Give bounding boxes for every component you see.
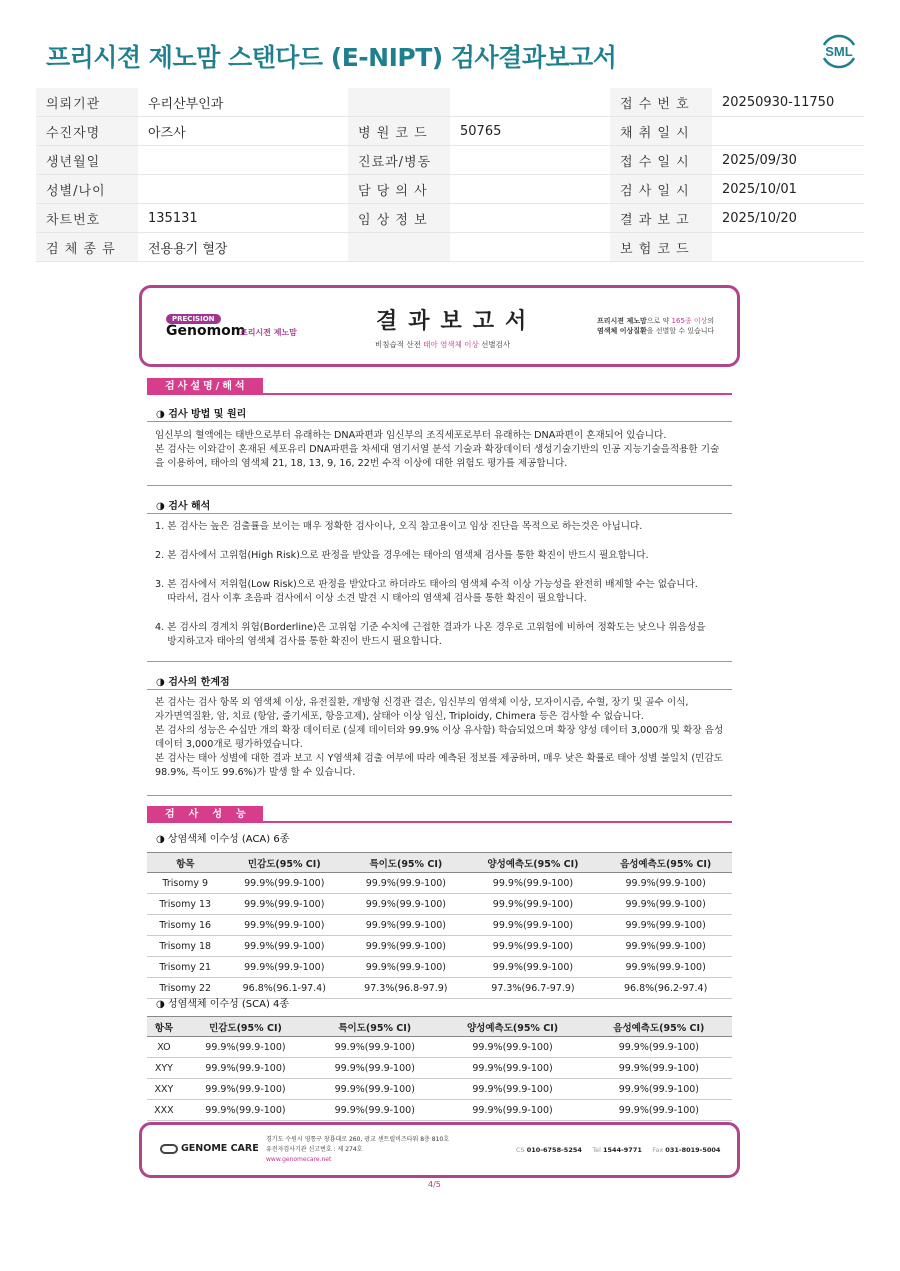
info-label: 접 수 번 호 <box>610 88 712 117</box>
table-cell: 99.9%(99.9-100) <box>467 915 600 936</box>
table-row <box>147 1100 732 1121</box>
info-value: 아즈사 <box>138 117 348 146</box>
section-bar-performance: 검사성능 <box>147 806 263 823</box>
table-cell: Trisomy 21 <box>147 957 224 978</box>
table-cell: 99.9%(99.9-100) <box>310 1100 439 1121</box>
table-header: 민감도(95% CI) <box>224 853 346 873</box>
table-cell: 99.9%(99.9-100) <box>439 1100 585 1121</box>
text-line: 을 이용하여, 태아의 염색체 21, 18, 13, 9, 16, 22번 수적 이상에 대한 위험도 평가를 제공합니다. <box>155 458 568 469</box>
info-label: 임 상 정 보 <box>348 204 450 233</box>
sml-logo <box>818 30 860 72</box>
text-line: 98.9%, 특이도 99.6%)가 발생 할 수 있습니다. <box>155 767 356 778</box>
info-row <box>36 204 864 233</box>
sca-heading: ◑ 성염색체 이수성 (SCA) 4종 <box>156 999 290 1010</box>
table-cell: 99.9%(99.9-100) <box>439 1058 585 1079</box>
info-label: 진료과/병동 <box>348 146 450 175</box>
info-value: 20250930-11750 <box>712 88 864 117</box>
interpretation-item <box>155 621 730 649</box>
info-label: 결 과 보 고 <box>610 204 712 233</box>
table-cell: 99.9%(99.9-100) <box>599 894 732 915</box>
table-row <box>147 1037 732 1058</box>
text-line: 2. 본 검사에서 고위험(High Risk)으로 판정을 받았을 경우에는 태아의 염색체 검사를 통한 확진이 반드시 필요합니다. <box>155 550 649 561</box>
report-title: 결과보고서 <box>376 309 538 334</box>
info-row <box>36 88 864 117</box>
genomom-brand-kr: 프리시젼 제노맘 <box>240 328 297 337</box>
table-cell: Trisomy 22 <box>147 978 224 999</box>
table-cell: 99.9%(99.9-100) <box>345 915 467 936</box>
table-cell: 99.9%(99.9-100) <box>345 873 467 894</box>
method-text <box>155 429 730 471</box>
table-header: 양성예측도(95% CI) <box>439 1017 585 1037</box>
table-cell: 99.9%(99.9-100) <box>439 1079 585 1100</box>
divider <box>147 485 732 486</box>
table-cell: 99.9%(99.9-100) <box>181 1100 310 1121</box>
interpretation-item <box>155 578 730 606</box>
info-label: 의뢰기관 <box>36 88 138 117</box>
text-line: 본 검사는 이와같이 혼재된 세포유리 DNA파편을 차세대 염기서열 분석 기술과 확장데이터 생성기술기반의 인공 지능기술을적용한 기술 <box>155 444 720 455</box>
table-cell: 99.9%(99.9-100) <box>224 915 346 936</box>
table-header: 특이도(95% CI) <box>345 853 467 873</box>
table-cell: 99.9%(99.9-100) <box>181 1079 310 1100</box>
info-label: 보 험 코 드 <box>610 233 712 262</box>
method-heading: ◑ 검사 방법 및 원리 <box>156 409 247 420</box>
page-number: 4/5 <box>428 1180 441 1189</box>
report-subtitle: 비침습적 산전 태아 염색체 이상 선별검사 <box>375 340 511 349</box>
text-line: 본 검사의 성능은 수십만 개의 확장 데이터로 (실제 데이터와 99.9% 이상 유사함) 학습되었으며 확장 양성 데이터 3,000개 및 확장 음성 <box>155 725 724 736</box>
info-row <box>36 117 864 146</box>
info-value <box>450 146 610 175</box>
table-header: 민감도(95% CI) <box>181 1017 310 1037</box>
info-value <box>450 175 610 204</box>
info-value <box>712 233 864 262</box>
table-row <box>147 957 732 978</box>
info-value: 2025/10/01 <box>712 175 864 204</box>
info-value: 우리산부인과 <box>138 88 348 117</box>
info-label: 차트번호 <box>36 204 138 233</box>
table-cell: 96.8%(96.1-97.4) <box>224 978 346 999</box>
info-value: 2025/09/30 <box>712 146 864 175</box>
table-header: 음성예측도(95% CI) <box>599 853 732 873</box>
info-value <box>450 88 610 117</box>
table-cell: 99.9%(99.9-100) <box>586 1079 732 1100</box>
table-cell: 99.9%(99.9-100) <box>224 957 346 978</box>
info-value: 50765 <box>450 117 610 146</box>
info-row <box>36 175 864 204</box>
section-line <box>147 393 732 395</box>
text-line: 1. 본 검사는 높은 검출률을 보이는 매우 정확한 검사이나, 오직 참고용이고 임상 진단을 목적으로 하는것은 아닙니다. <box>155 521 643 532</box>
table-header: 항목 <box>147 1017 181 1037</box>
footer-address: 경기도 수원시 영통구 창룡대로 260, 광교 센트럴비즈타워 8층 810호 유전자검사기관 신고번호 : 제 274호 www.genomecare.net <box>266 1136 449 1163</box>
table-cell: 99.9%(99.9-100) <box>310 1058 439 1079</box>
table-cell: 99.9%(99.9-100) <box>224 936 346 957</box>
table-cell: 99.9%(99.9-100) <box>224 894 346 915</box>
table-row <box>147 915 732 936</box>
table-header: 항목 <box>147 853 224 873</box>
table-row <box>147 873 732 894</box>
text-line: 따라서, 검사 이후 초음파 검사에서 이상 소견 발견 시 태아의 염색체 검사를 통한 확진이 필요합니다. <box>155 593 587 604</box>
info-row <box>36 233 864 262</box>
precision-badge: PRECISION <box>166 314 221 324</box>
table-cell: 99.9%(99.9-100) <box>345 894 467 915</box>
info-label <box>348 233 450 262</box>
table-cell: 99.9%(99.9-100) <box>467 936 600 957</box>
genomom-brand: Genomom <box>166 323 246 339</box>
table-cell: 99.9%(99.9-100) <box>181 1037 310 1058</box>
table-cell: 99.9%(99.9-100) <box>181 1058 310 1079</box>
table-row <box>147 894 732 915</box>
table-cell: 99.9%(99.9-100) <box>586 1100 732 1121</box>
table-cell: 97.3%(96.8-97.9) <box>345 978 467 999</box>
table-cell: 99.9%(99.9-100) <box>599 873 732 894</box>
genome-care-icon <box>160 1144 178 1154</box>
interpretation-item <box>155 520 730 534</box>
info-value: 135131 <box>138 204 348 233</box>
footer-url[interactable]: www.genomecare.net <box>266 1156 332 1163</box>
table-cell: 99.9%(99.9-100) <box>224 873 346 894</box>
text-line: 4. 본 검사의 경계치 위험(Borderline)은 고위험 기준 수치에 근접한 결과가 나온 경우로 고위험에 비하여 정확도는 낮으나 위음성을 <box>155 622 706 633</box>
text-line: 3. 본 검사에서 저위험(Low Risk)으로 판정을 받았다고 하더라도 태아의 염색체 수적 이상 가능성을 완전히 배제할 수는 없습니다. <box>155 579 698 590</box>
footer-contact: CS 010-6758-5254 Tel 1544-9771 Fax 031-8019-5004 <box>516 1146 721 1154</box>
table-cell: XO <box>147 1037 181 1058</box>
table-cell: 97.3%(96.7-97.9) <box>467 978 600 999</box>
table-row <box>147 936 732 957</box>
interpretation-item <box>155 549 730 563</box>
info-value <box>450 233 610 262</box>
table-cell: Trisomy 13 <box>147 894 224 915</box>
table-row <box>147 1058 732 1079</box>
table-cell: Trisomy 18 <box>147 936 224 957</box>
section-line <box>147 821 732 823</box>
info-value <box>138 175 348 204</box>
aca-performance-table <box>147 852 732 999</box>
info-label: 접 수 일 시 <box>610 146 712 175</box>
table-cell: 99.9%(99.9-100) <box>467 873 600 894</box>
limitation-heading: ◑ 검사의 한계점 <box>156 677 230 688</box>
text-line: 방지하고자 태아의 염색체 검사를 통한 확진이 반드시 필요합니다. <box>155 636 442 647</box>
table-cell: 99.9%(99.9-100) <box>586 1037 732 1058</box>
logo-text: SML <box>825 44 853 59</box>
table-cell: 99.9%(99.9-100) <box>467 894 600 915</box>
limitation-text <box>155 696 730 780</box>
patient-info-table <box>36 88 864 262</box>
table-row <box>147 1079 732 1100</box>
text-line: 임신부의 혈액에는 태반으로부터 유래하는 DNA파편과 임신부의 조직세포로부터 유래하는 DNA파편이 혼재되어 있습니다. <box>155 430 667 441</box>
text-line: 본 검사는 태아 성별에 대한 결과 보고 시 Y염색체 검출 여부에 따라 예측된 정보를 제공하며, 매우 낮은 확률로 태아 성별 불일치 (민감도 <box>155 753 723 764</box>
table-cell: 99.9%(99.9-100) <box>310 1037 439 1058</box>
divider <box>147 795 732 796</box>
divider <box>147 689 732 690</box>
table-cell: 99.9%(99.9-100) <box>345 936 467 957</box>
info-value <box>450 204 610 233</box>
table-cell: XXY <box>147 1079 181 1100</box>
info-label: 성별/나이 <box>36 175 138 204</box>
text-line: 본 검사는 검사 항목 외 염색체 이상, 유전질환, 개방형 신경관 결손, 임신부의 염색체 이상, 모자이시즘, 수혈, 장기 및 골수 이식, <box>155 697 689 708</box>
table-cell: 99.9%(99.9-100) <box>467 957 600 978</box>
interpretation-text <box>155 520 730 664</box>
info-label: 담 당 의 사 <box>348 175 450 204</box>
info-label <box>348 88 450 117</box>
divider <box>147 513 732 514</box>
info-label: 병 원 코 드 <box>348 117 450 146</box>
genome-care-logo: GENOME CARE <box>160 1143 259 1154</box>
table-cell: 99.9%(99.9-100) <box>599 936 732 957</box>
table-header: 음성예측도(95% CI) <box>586 1017 732 1037</box>
sca-performance-table <box>147 1016 732 1121</box>
table-cell: 99.9%(99.9-100) <box>310 1079 439 1100</box>
table-header: 양성예측도(95% CI) <box>467 853 600 873</box>
info-value <box>712 117 864 146</box>
table-cell: 99.9%(99.9-100) <box>599 957 732 978</box>
text-line: 자가면역질환, 암, 치료 (항암, 줄기세포, 항응고제), 삼태아 이상 임신, Triploidy, Chimera 등은 검사할 수 없습니다. <box>155 711 644 722</box>
section-bar-description: 검사설명/해석 <box>147 378 263 395</box>
info-value: 전용용기 혈장 <box>138 233 348 262</box>
table-cell: XXX <box>147 1100 181 1121</box>
table-cell: 99.9%(99.9-100) <box>345 957 467 978</box>
table-header: 특이도(95% CI) <box>310 1017 439 1037</box>
info-label: 검 체 종 류 <box>36 233 138 262</box>
page-title: 프리시젼 제노맘 스탠다드 (E-NIPT) 검사결과보고서 <box>46 43 617 72</box>
info-label: 생년월일 <box>36 146 138 175</box>
table-cell: 99.9%(99.9-100) <box>586 1058 732 1079</box>
table-cell: 99.9%(99.9-100) <box>599 915 732 936</box>
report-tagline: 프리시젼 제노맘으로 약 165종 이상의 염색체 이상질환을 선별할 수 있습니다 <box>597 317 715 335</box>
info-row <box>36 146 864 175</box>
interpretation-heading: ◑ 검사 해석 <box>156 501 211 512</box>
info-value <box>138 146 348 175</box>
info-label: 채 취 일 시 <box>610 117 712 146</box>
info-value: 2025/10/20 <box>712 204 864 233</box>
divider <box>147 661 732 662</box>
table-cell: Trisomy 9 <box>147 873 224 894</box>
info-label: 수진자명 <box>36 117 138 146</box>
table-cell: 99.9%(99.9-100) <box>439 1037 585 1058</box>
table-cell: 96.8%(96.2-97.4) <box>599 978 732 999</box>
table-cell: Trisomy 16 <box>147 915 224 936</box>
table-cell: XYY <box>147 1058 181 1079</box>
info-label: 검 사 일 시 <box>610 175 712 204</box>
divider <box>147 421 732 422</box>
text-line: 데이터 3,000개로 평가하였습니다. <box>155 739 303 750</box>
aca-heading: ◑ 상염색체 이수성 (ACA) 6종 <box>156 834 290 845</box>
